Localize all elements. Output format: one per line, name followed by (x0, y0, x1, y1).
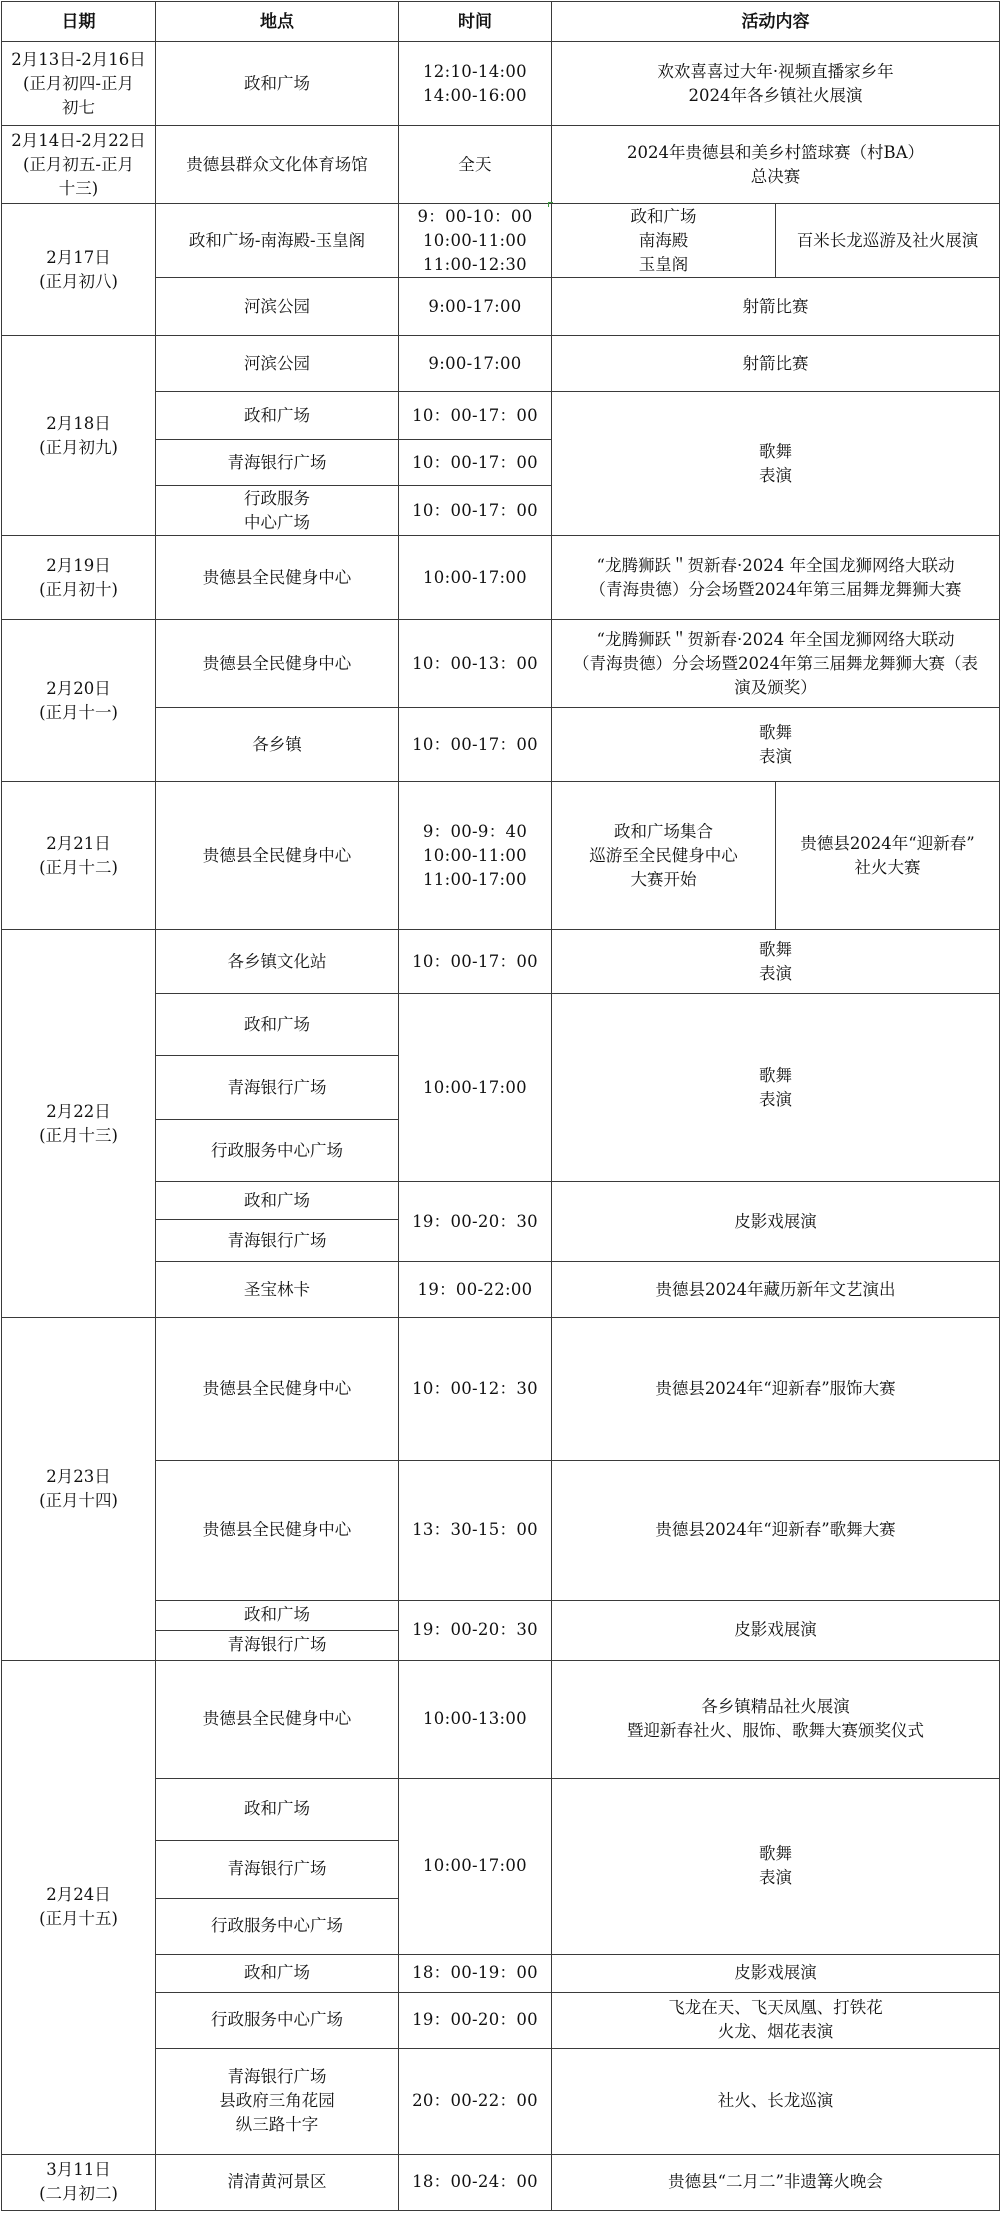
time-cell: 10：00-17：00 (399, 392, 552, 440)
content-cell: “龙腾狮跃＂贺新春·2024 年全国龙狮网络大联动 （青海贵德）分会场暨2024年第三届舞龙舞狮大赛（表 演及颁奖） (552, 620, 1000, 708)
content-cell: 皮影戏展演 (552, 1600, 1000, 1660)
location-cell: 政和广场 (156, 1954, 399, 1992)
location-cell: 各乡镇文化站 (156, 930, 399, 994)
date-cell: 3月11日 (二月初二) (2, 2154, 156, 2210)
location-cell: 贵德县全民健身中心 (156, 782, 399, 930)
time-cell: 12:10-14:00 14:00-16:00 (399, 42, 552, 126)
cell-corner-marker (548, 202, 553, 207)
time-cell: 10：00-17：00 (399, 708, 552, 782)
table-row (2, 1318, 1000, 1460)
location-cell: 青海银行广场 (156, 1220, 399, 1262)
content-cell: 欢欢喜喜过大年·视频直播家乡年 2024年各乡镇社火展演 (552, 42, 1000, 126)
content-cell: 飞龙在天、飞天凤凰、打铁花 火龙、烟花表演 (552, 1992, 1000, 2048)
location-cell: 青海银行广场 (156, 440, 399, 486)
content-cell: 贵德县2024年“迎新春” 社火大赛 (776, 782, 1000, 930)
location-cell: 青海银行广场 (156, 1840, 399, 1898)
table-row (2, 126, 1000, 204)
location-cell: 贵德县全民健身中心 (156, 620, 399, 708)
location-cell: 行政服务中心广场 (156, 1898, 399, 1954)
location-cell: 各乡镇 (156, 708, 399, 782)
location-cell: 政和广场-南海殿-玉皇阁 (156, 204, 399, 278)
location-cell: 贵德县全民健身中心 (156, 536, 399, 620)
header-date: 日期 (2, 2, 156, 42)
location-cell: 贵德县群众文化体育场馆 (156, 126, 399, 204)
content-cell: 贵德县2024年“迎新春”歌舞大赛 (552, 1460, 1000, 1600)
date-cell: 2月23日 (正月十四) (2, 1318, 156, 1660)
location-cell: 政和广场 (156, 1182, 399, 1220)
time-cell: 9：00-10：00 10:00-11:00 11:00-12:30 (399, 204, 552, 278)
date-cell: 2月13日-2月16日 (正月初四-正月 初七 (2, 42, 156, 126)
time-cell: 10：00-13：00 (399, 620, 552, 708)
header-location: 地点 (156, 2, 399, 42)
location-cell: 政和广场 (156, 1778, 399, 1840)
time-cell: 9:00-17:00 (399, 336, 552, 392)
content-cell: 歌舞 表演 (552, 392, 1000, 536)
location-cell: 贵德县全民健身中心 (156, 1660, 399, 1778)
table-row (2, 2154, 1000, 2210)
time-cell: 9:00-17:00 (399, 278, 552, 336)
date-cell: 2月22日 (正月十三) (2, 930, 156, 1318)
table-row (2, 336, 1000, 392)
time-cell: 18：00-19：00 (399, 1954, 552, 1992)
content-cell: 各乡镇精品社火展演 暨迎新春社火、服饰、歌舞大赛颁奖仪式 (552, 1660, 1000, 1778)
date-cell: 2月17日 (正月初八) (2, 204, 156, 336)
content-cell: 歌舞 表演 (552, 1778, 1000, 1954)
table-row (2, 782, 1000, 930)
date-cell: 2月19日 (正月初十) (2, 536, 156, 620)
table-row (2, 620, 1000, 708)
date-cell: 2月18日 (正月初九) (2, 336, 156, 536)
content-cell: 2024年贵德县和美乡村篮球赛（村BA） 总决赛 (552, 126, 1000, 204)
content-cell: 贵德县“二月二”非遗篝火晚会 (552, 2154, 1000, 2210)
header-content: 活动内容 (552, 2, 1000, 42)
time-cell: 9：00-9：40 10:00-11:00 11:00-17:00 (399, 782, 552, 930)
location-cell: 行政服务中心广场 (156, 1992, 399, 2048)
location-cell: 政和广场 (156, 994, 399, 1056)
location-cell: 青海银行广场 县政府三角花园 纵三路十字 (156, 2048, 399, 2154)
table-row (2, 1660, 1000, 1778)
time-cell: 10：00-12：30 (399, 1318, 552, 1460)
time-cell: 19：00-20：00 (399, 1992, 552, 2048)
time-cell: 19：00-20：30 (399, 1182, 552, 1262)
content-cell: 射箭比赛 (552, 278, 1000, 336)
time-cell: 10:00-17:00 (399, 1778, 552, 1954)
location-cell: 贵德县全民健身中心 (156, 1460, 399, 1600)
table-row (2, 42, 1000, 126)
time-cell: 10:00-17:00 (399, 994, 552, 1182)
content-cell: 贵德县2024年藏历新年文艺演出 (552, 1262, 1000, 1318)
location-cell: 行政服务 中心广场 (156, 486, 399, 536)
time-cell: 18：00-24：00 (399, 2154, 552, 2210)
table-row (2, 204, 1000, 278)
time-cell: 13：30-15：00 (399, 1460, 552, 1600)
header-time: 时间 (399, 2, 552, 42)
date-cell: 2月20日 (正月十一) (2, 620, 156, 782)
date-cell: 2月14日-2月22日 (正月初五-正月 十三) (2, 126, 156, 204)
event-schedule-table (1, 1, 1000, 2211)
places-cell: 政和广场集合 巡游至全民健身中心 大赛开始 (552, 782, 776, 930)
location-cell: 青海银行广场 (156, 1630, 399, 1660)
content-cell: “龙腾狮跃＂贺新春·2024 年全国龙狮网络大联动 （青海贵德）分会场暨2024年第三届舞龙舞狮大赛 (552, 536, 1000, 620)
content-cell: 皮影戏展演 (552, 1182, 1000, 1262)
location-cell: 行政服务中心广场 (156, 1120, 399, 1182)
time-cell: 19：00-20：30 (399, 1600, 552, 1660)
content-cell: 歌舞 表演 (552, 994, 1000, 1182)
location-cell: 圣宝林卡 (156, 1262, 399, 1318)
content-cell: 社火、长龙巡演 (552, 2048, 1000, 2154)
time-cell: 全天 (399, 126, 552, 204)
header-row (2, 2, 1000, 42)
time-cell: 10:00-13:00 (399, 1660, 552, 1778)
location-cell: 青海银行广场 (156, 1056, 399, 1120)
table-row (2, 536, 1000, 620)
time-cell: 10：00-17：00 (399, 486, 552, 536)
location-cell: 贵德县全民健身中心 (156, 1318, 399, 1460)
location-cell: 政和广场 (156, 1600, 399, 1630)
content-cell: 歌舞 表演 (552, 930, 1000, 994)
location-cell: 河滨公园 (156, 336, 399, 392)
time-cell: 19：00-22:00 (399, 1262, 552, 1318)
date-cell: 2月21日 (正月十二) (2, 782, 156, 930)
location-cell: 政和广场 (156, 392, 399, 440)
content-cell: 皮影戏展演 (552, 1954, 1000, 1992)
time-cell: 10:00-17:00 (399, 536, 552, 620)
content-cell: 射箭比赛 (552, 336, 1000, 392)
content-cell: 贵德县2024年“迎新春”服饰大赛 (552, 1318, 1000, 1460)
content-cell: 百米长龙巡游及社火展演 (776, 204, 1000, 278)
table-row (2, 930, 1000, 994)
time-cell: 20：00-22：00 (399, 2048, 552, 2154)
location-cell: 政和广场 (156, 42, 399, 126)
content-cell: 歌舞 表演 (552, 708, 1000, 782)
date-cell: 2月24日 (正月十五) (2, 1660, 156, 2154)
time-cell: 10：00-17：00 (399, 930, 552, 994)
time-cell: 10：00-17：00 (399, 440, 552, 486)
places-cell: 政和广场 南海殿 玉皇阁 (552, 204, 776, 278)
location-cell: 河滨公园 (156, 278, 399, 336)
location-cell: 清清黄河景区 (156, 2154, 399, 2210)
